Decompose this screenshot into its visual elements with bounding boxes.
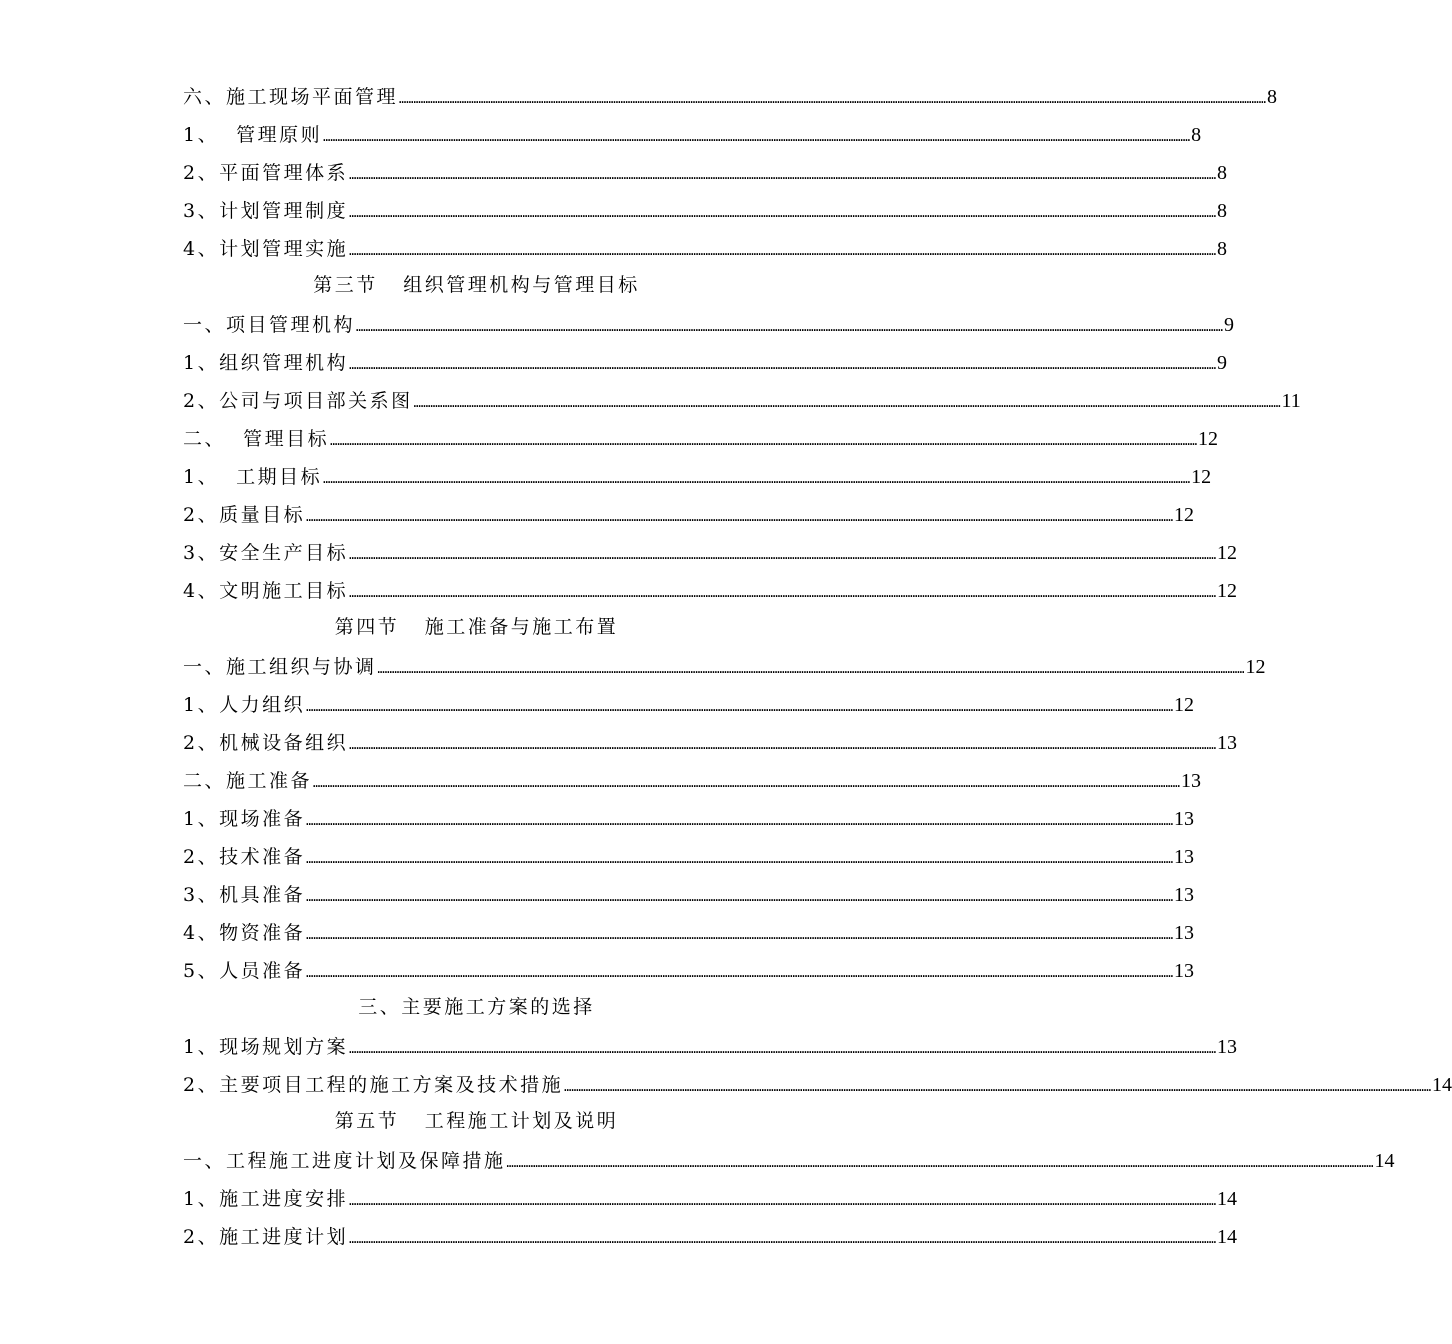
- toc-dot-leader: ………………………………………………………………………………………………………………………………………………………………………………………………………………………………………………………………………………………………………………………………: [306, 966, 1174, 980]
- toc-entry[interactable]: [183, 574, 1238, 604]
- toc-entry-label: 2、平面管理体系: [183, 162, 349, 184]
- toc-page-number: 13: [1174, 884, 1195, 906]
- toc-dot-leader: ………………………………………………………………………………………………………………………………………………………………………………………………………………………………………………………………………………………………………………………………: [399, 92, 1266, 106]
- toc-entry[interactable]: [183, 232, 1228, 262]
- toc-entry[interactable]: [183, 422, 1219, 452]
- toc-dot-leader: ………………………………………………………………………………………………………………………………………………………………………………………………………………………………………………………………………………………………………………………………: [349, 244, 1217, 258]
- toc-dot-leader: ………………………………………………………………………………………………………………………………………………………………………………………………………………………………………………………………………………………………………………………………: [323, 472, 1191, 486]
- toc-dot-leader: ………………………………………………………………………………………………………………………………………………………………………………………………………………………………………………………………………………………………………………………………: [349, 206, 1217, 220]
- toc-page-number: 13: [1174, 960, 1195, 982]
- toc-entry-label: 3、安全生产目标: [183, 542, 349, 564]
- toc-page-number: 12: [1191, 466, 1212, 488]
- toc-page-number: 12: [1217, 542, 1238, 564]
- toc-dot-leader: ………………………………………………………………………………………………………………………………………………………………………………………………………………………………………………………………………………………………………………………………: [506, 1156, 1374, 1170]
- toc-entry[interactable]: [183, 916, 1195, 946]
- toc-section-heading: 第五节 工程施工计划及说明: [334, 1110, 619, 1132]
- toc-entry-label: 2、质量目标: [183, 504, 306, 526]
- toc-dot-leader: ………………………………………………………………………………………………………………………………………………………………………………………………………………………………………………………………………………………………………………………………: [356, 320, 1223, 334]
- toc-entry[interactable]: [183, 802, 1195, 832]
- toc-entry[interactable]: [183, 460, 1212, 490]
- toc-dot-leader: ………………………………………………………………………………………………………………………………………………………………………………………………………………………………………………………………………………………………………………………………: [306, 700, 1174, 714]
- toc-dot-leader: ………………………………………………………………………………………………………………………………………………………………………………………………………………………………………………………………………………………………………………………………: [306, 852, 1174, 866]
- toc-dot-leader: ………………………………………………………………………………………………………………………………………………………………………………………………………………………………………………………………………………………………………………………………: [349, 586, 1217, 600]
- toc-dot-leader: ………………………………………………………………………………………………………………………………………………………………………………………………………………………………………………………………………………………………………………………………: [349, 358, 1217, 372]
- toc-page-number: 12: [1174, 694, 1195, 716]
- toc-page-number: 8: [1217, 162, 1228, 184]
- toc-dot-leader: ………………………………………………………………………………………………………………………………………………………………………………………………………………………………………………………………………………………………………………………………: [349, 548, 1217, 562]
- toc-dot-leader: ………………………………………………………………………………………………………………………………………………………………………………………………………………………………………………………………………………………………………………………………: [313, 776, 1180, 790]
- toc-entry[interactable]: [183, 840, 1195, 870]
- toc-dot-leader: ………………………………………………………………………………………………………………………………………………………………………………………………………………………………………………………………………………………………………………………………: [349, 738, 1217, 752]
- toc-entry-label: 2、主要项目工程的施工方案及技术措施: [183, 1074, 564, 1096]
- toc-dot-leader: ………………………………………………………………………………………………………………………………………………………………………………………………………………………………………………………………………………………………………………………………: [306, 814, 1174, 828]
- toc-dot-leader: ………………………………………………………………………………………………………………………………………………………………………………………………………………………………………………………………………………………………………………………………: [413, 396, 1281, 410]
- toc-page-number: 8: [1217, 200, 1228, 222]
- toc-page-number: 8: [1191, 124, 1202, 146]
- toc-section-heading: 第三节 组织管理机构与管理目标: [313, 274, 640, 296]
- toc-entry-label: 1、 工期目标: [183, 466, 323, 488]
- toc-dot-leader: ………………………………………………………………………………………………………………………………………………………………………………………………………………………………………………………………………………………………………………………………: [564, 1080, 1432, 1094]
- toc-dot-leader: ………………………………………………………………………………………………………………………………………………………………………………………………………………………………………………………………………………………………………………………………: [330, 434, 1198, 448]
- toc-dot-leader: ………………………………………………………………………………………………………………………………………………………………………………………………………………………………………………………………………………………………………………………………: [349, 168, 1217, 182]
- toc-page-number: 9: [1217, 352, 1228, 374]
- toc-page-number: 13: [1217, 1036, 1238, 1058]
- toc-entry-label: 3、机具准备: [183, 884, 306, 906]
- toc-entry[interactable]: [183, 308, 1234, 338]
- toc-entry[interactable]: [183, 726, 1238, 756]
- toc-entry-label: 2、技术准备: [183, 846, 306, 868]
- toc-entry[interactable]: [183, 1144, 1395, 1174]
- toc-page-number: 14: [1374, 1150, 1395, 1172]
- toc-dot-leader: ………………………………………………………………………………………………………………………………………………………………………………………………………………………………………………………………………………………………………………………………: [323, 130, 1191, 144]
- toc-page-number: 14: [1432, 1074, 1452, 1096]
- toc-entry-label: 一、工程施工进度计划及保障措施: [183, 1150, 506, 1172]
- toc-entry-label: 二、施工准备: [183, 770, 313, 792]
- toc-page-number: 13: [1174, 846, 1195, 868]
- toc-entry[interactable]: [183, 954, 1195, 984]
- toc-page-number: 8: [1217, 238, 1228, 260]
- toc-page-number: 11: [1281, 390, 1301, 412]
- toc-dot-leader: ………………………………………………………………………………………………………………………………………………………………………………………………………………………………………………………………………………………………………………………………: [306, 510, 1174, 524]
- toc-entry-label: 二、 管理目标: [183, 428, 330, 450]
- toc-entry[interactable]: [183, 878, 1195, 908]
- toc-entry-label: 1、人力组织: [183, 694, 306, 716]
- toc-entry-label: 一、项目管理机构: [183, 314, 356, 336]
- toc-dot-leader: ………………………………………………………………………………………………………………………………………………………………………………………………………………………………………………………………………………………………………………………………: [306, 890, 1174, 904]
- toc-entry-label: 1、 管理原则: [183, 124, 323, 146]
- toc-entry[interactable]: [183, 1030, 1238, 1060]
- toc-page-number: 9: [1223, 314, 1234, 336]
- toc-page-number: 13: [1174, 922, 1195, 944]
- toc-dot-leader: ………………………………………………………………………………………………………………………………………………………………………………………………………………………………………………………………………………………………………………………………: [349, 1194, 1217, 1208]
- toc-entry-label: 4、计划管理实施: [183, 238, 349, 260]
- toc-page-number: 12: [1245, 656, 1266, 678]
- toc-page-number: 14: [1217, 1226, 1238, 1248]
- toc-dot-leader: ………………………………………………………………………………………………………………………………………………………………………………………………………………………………………………………………………………………………………………………………: [349, 1042, 1217, 1056]
- toc-entry-label: 1、组织管理机构: [183, 352, 349, 374]
- toc-entry-label: 一、施工组织与协调: [183, 656, 377, 678]
- toc-entry[interactable]: [183, 384, 1301, 414]
- toc-entry-label: 5、人员准备: [183, 960, 306, 982]
- toc-page-number: 12: [1198, 428, 1219, 450]
- toc-page-number: 13: [1180, 770, 1201, 792]
- toc-entry-label: 六、施工现场平面管理: [183, 86, 399, 108]
- toc-entry[interactable]: [183, 764, 1201, 794]
- toc-section-heading: 第四节 施工准备与施工布置: [334, 616, 619, 638]
- toc-section-heading: 三、主要施工方案的选择: [358, 996, 595, 1018]
- toc-entry-label: 1、施工进度安排: [183, 1188, 349, 1210]
- toc-page-number: 12: [1217, 580, 1238, 602]
- toc-entry[interactable]: [183, 498, 1195, 528]
- toc-dot-leader: ………………………………………………………………………………………………………………………………………………………………………………………………………………………………………………………………………………………………………………………………: [377, 662, 1245, 676]
- toc-entry[interactable]: [183, 346, 1228, 376]
- toc-entry-label: 1、现场准备: [183, 808, 306, 830]
- toc-page-number: 13: [1174, 808, 1195, 830]
- toc-entry-label: 4、物资准备: [183, 922, 306, 944]
- toc-entry[interactable]: [183, 1182, 1238, 1212]
- toc-entry[interactable]: [183, 536, 1238, 566]
- toc-entry[interactable]: [183, 118, 1202, 148]
- toc-entry-label: 2、公司与项目部关系图: [183, 390, 413, 412]
- toc-entry[interactable]: [183, 1220, 1238, 1250]
- toc-entry-label: 4、文明施工目标: [183, 580, 349, 602]
- toc-entry[interactable]: [183, 1068, 1452, 1098]
- toc-entry-label: 2、机械设备组织: [183, 732, 349, 754]
- toc-dot-leader: ………………………………………………………………………………………………………………………………………………………………………………………………………………………………………………………………………………………………………………………………: [306, 928, 1174, 942]
- toc-page-number: 13: [1217, 732, 1238, 754]
- toc-entry-label: 1、现场规划方案: [183, 1036, 349, 1058]
- toc-dot-leader: ………………………………………………………………………………………………………………………………………………………………………………………………………………………………………………………………………………………………………………………………: [349, 1232, 1217, 1246]
- toc-entry[interactable]: [183, 194, 1228, 224]
- toc-entry[interactable]: [183, 688, 1195, 718]
- toc-entry[interactable]: [183, 650, 1266, 680]
- toc-entry-label: 3、计划管理制度: [183, 200, 349, 222]
- toc-page-number: 14: [1217, 1188, 1238, 1210]
- toc-page-number: 12: [1174, 504, 1195, 526]
- toc-page-number: 8: [1266, 86, 1277, 108]
- toc-entry[interactable]: [183, 156, 1228, 186]
- toc-entry[interactable]: [183, 80, 1277, 110]
- toc-entry-label: 2、施工进度计划: [183, 1226, 349, 1248]
